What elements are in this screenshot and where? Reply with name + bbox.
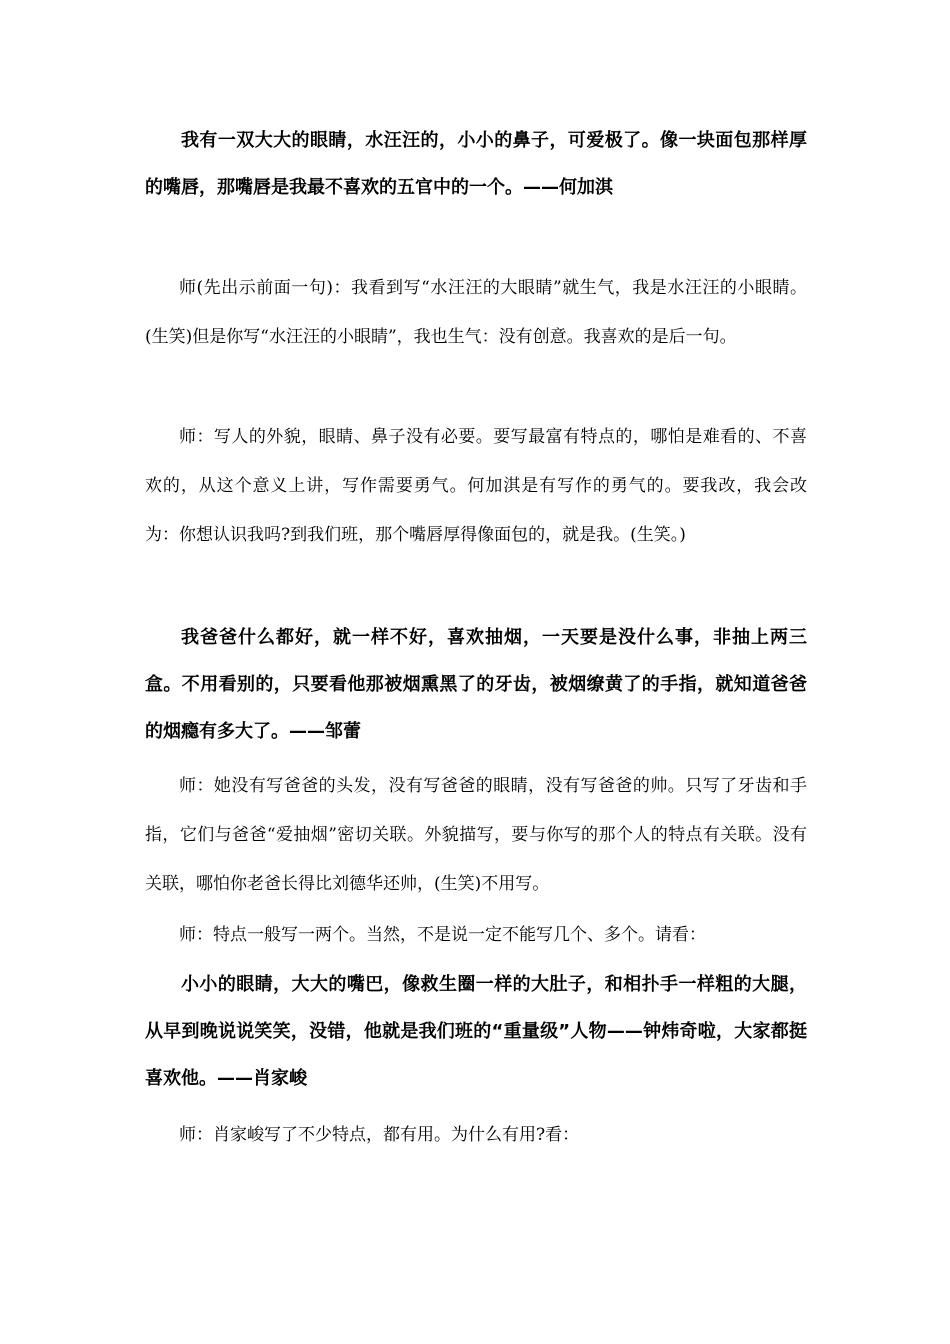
teacher-comment-2: 师：写人的外貌，眼睛、鼻子没有必要。要写最富有特点的，哪怕是难看的、不喜欢的，从这个意义上讲，写作需要勇气。何加淇是有写作的勇气的。要我改，我会改为：你想认识我吗?到我们班，那个嘴唇厚得像面包的，就是我。(生笑。) xyxy=(145,427,807,545)
student-excerpt-he-jiaqi: 我有一双大大的眼睛，水汪汪的，小小的鼻子，可爱极了。像一块面包那样厚的嘴唇，那嘴唇是我最不喜欢的五官中的一个。——何加淇 xyxy=(145,130,807,198)
teacher-comment-1: 师(先出示前面一句)：我看到写“水汪汪的大眼睛”就生气，我是水汪汪的小眼睛。(生笑)但是你写“水汪汪的小眼睛”，我也生气：没有创意。我喜欢的是后一句。 xyxy=(145,278,807,347)
teacher-comment-5: 师：肖家峻写了不少特点，都有用。为什么有用?看： xyxy=(179,1125,580,1145)
teacher-comment-4: 师：特点一般写一两个。当然，不是说一定不能写几个、多个。请看： xyxy=(179,925,706,945)
student-excerpt-xiao-jiajun: 小小的眼睛，大大的嘴巴，像救生圈一样的大肚子，和相扑手一样粗的大腿，从早到晚说说笑笑，没错，他就是我们班的“重量级”人物——钟炜奇啦，大家都挺喜欢他。——肖家峻 xyxy=(145,974,807,1089)
teacher-comment-3: 师：她没有写爸爸的头发，没有写爸爸的眼睛，没有写爸爸的帅。只写了牙齿和手指，它们与爸爸“爱抽烟”密切关联。外貌描写，要与你写的那个人的特点有关联。没有关联，哪怕你老爸长得比刘德华还帅，(生笑)不用写。 xyxy=(145,776,807,894)
student-excerpt-zou-lei: 我爸爸什么都好，就一样不好，喜欢抽烟，一天要是没什么事，非抽上两三盒。不用看别的，只要看他那被烟熏黑了的牙齿，被烟缭黄了的手指，就知道爸爸的烟瘾有多大了。——邹蕾 xyxy=(145,627,807,742)
